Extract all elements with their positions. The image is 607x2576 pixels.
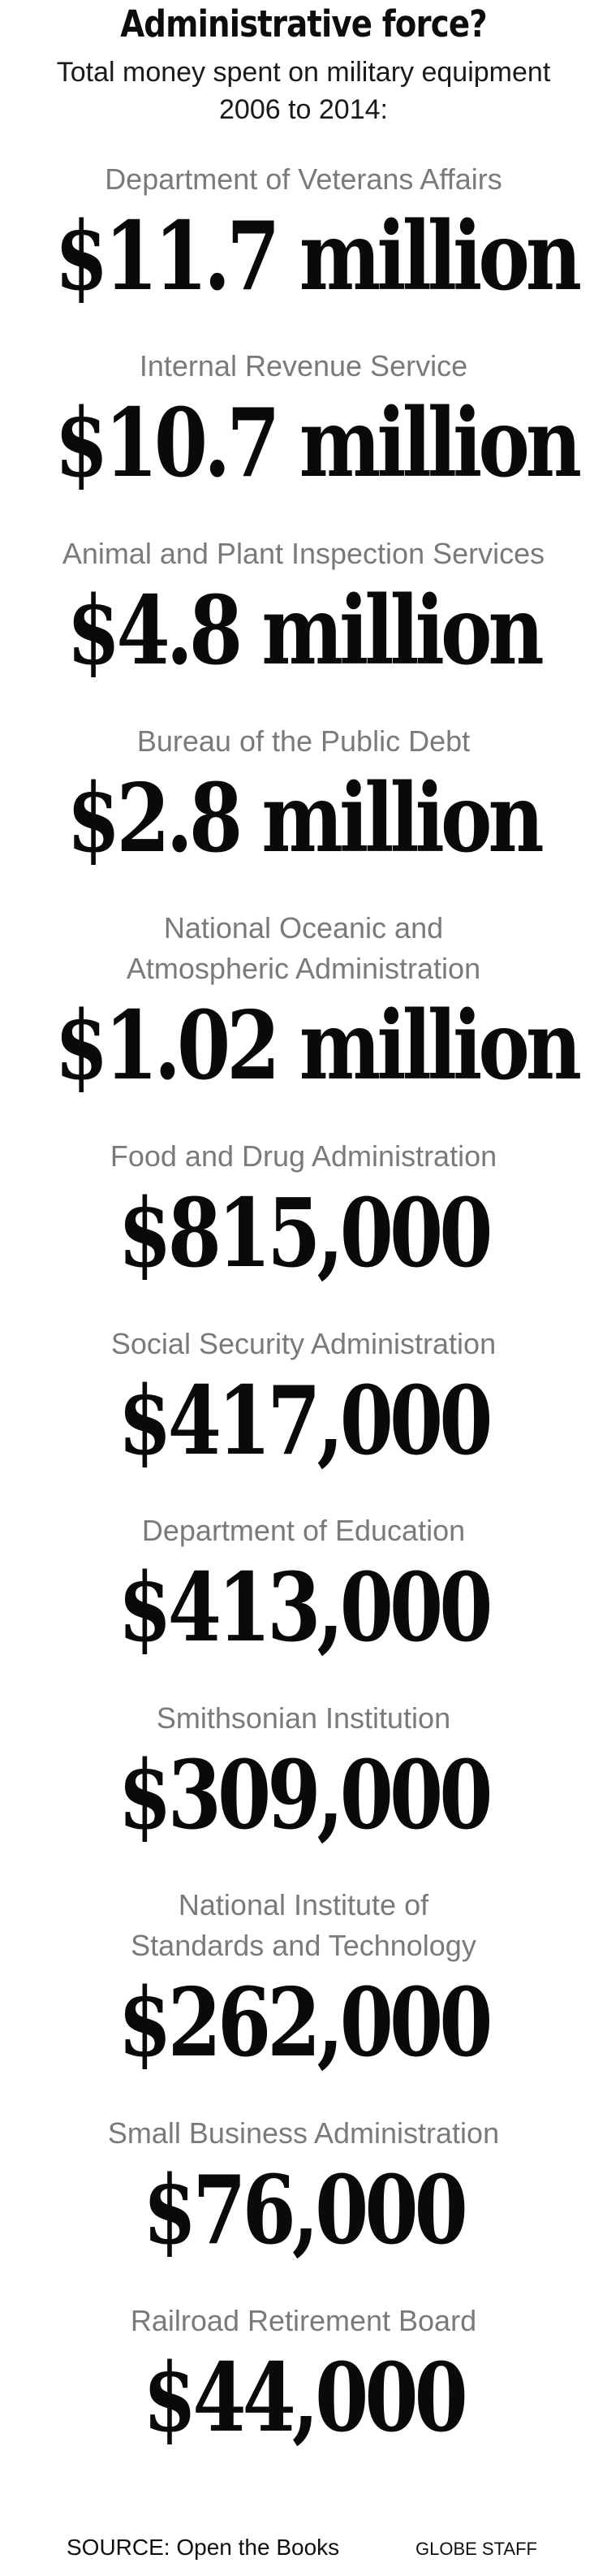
amount-value: $4.8 million bbox=[67, 576, 540, 686]
agency-name-line-2: Atmospheric Administration bbox=[126, 952, 481, 985]
list-item bbox=[0, 1698, 607, 1852]
agency-name-line-2: Standards and Technology bbox=[131, 1929, 476, 1962]
list-item bbox=[0, 1885, 607, 2080]
agency-name: Social Security Administration bbox=[110, 1327, 497, 1360]
list-item bbox=[0, 2301, 607, 2455]
agency-name: Railroad Retirement Board bbox=[130, 2304, 477, 2337]
amount-value: $815,000 bbox=[118, 1178, 489, 1289]
amount-value: $417,000 bbox=[118, 1366, 489, 1476]
credit-line: GLOBE STAFF bbox=[415, 2539, 537, 2559]
amount-value: $11.7 million bbox=[54, 201, 579, 312]
list-item bbox=[0, 1136, 607, 1290]
agency-name-line-1: National Institute of bbox=[178, 1888, 429, 1921]
list-item bbox=[0, 1324, 607, 1478]
footer bbox=[0, 2527, 607, 2568]
amount-value: $262,000 bbox=[118, 1968, 489, 2078]
amount-value: $2.8 million bbox=[67, 763, 540, 874]
agency-name: Department of Veterans Affairs bbox=[105, 162, 502, 196]
list-item bbox=[0, 721, 607, 875]
source-note: SOURCE: Open the Books bbox=[67, 2535, 340, 2560]
agency-name: Small Business Administration bbox=[107, 2116, 500, 2150]
list-item bbox=[0, 1511, 607, 1665]
page-title: Administrative force? bbox=[120, 2, 487, 45]
list-item bbox=[0, 534, 607, 688]
subtitle-line-1: Total money spent on military equipment bbox=[56, 57, 551, 88]
agency-name: Animal and Plant Inspection Services bbox=[62, 537, 545, 570]
list-item bbox=[0, 2113, 607, 2267]
agency-name: Smithsonian Institution bbox=[156, 1701, 451, 1735]
page-subtitle bbox=[0, 54, 607, 128]
amount-value: $10.7 million bbox=[54, 388, 579, 499]
amount-value: $1.02 million bbox=[54, 991, 579, 1101]
amount-value: $44,000 bbox=[143, 2343, 464, 2453]
agency-name: Food and Drug Administration bbox=[110, 1139, 497, 1173]
amount-value: $309,000 bbox=[118, 1740, 489, 1851]
agency-name-line-1: National Oceanic and bbox=[163, 911, 444, 944]
agency-name: Bureau of the Public Debt bbox=[136, 724, 471, 758]
subtitle-line-2: 2006 to 2014: bbox=[219, 94, 388, 125]
agency-name: Internal Revenue Service bbox=[139, 349, 468, 383]
agency-name: Department of Education bbox=[141, 1514, 466, 1547]
list-item bbox=[0, 159, 607, 313]
list-item bbox=[0, 908, 607, 1103]
amount-value: $76,000 bbox=[143, 2155, 464, 2266]
list-item bbox=[0, 346, 607, 500]
amount-value: $413,000 bbox=[118, 1553, 489, 1663]
